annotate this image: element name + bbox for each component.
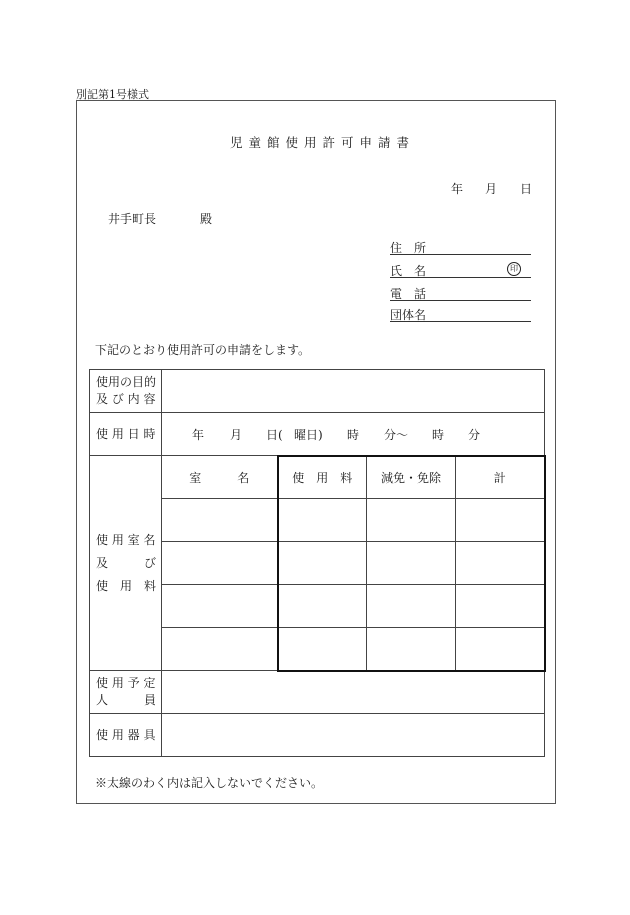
purpose-label-line1: 使用の目的 (96, 375, 157, 389)
attendees-label-line2: 人 員 (96, 693, 157, 707)
form-title: 児童館使用許可申請書 (230, 135, 416, 150)
address-field[interactable] (390, 239, 531, 255)
date-day-label: 日 (520, 182, 533, 196)
room-label (90, 456, 162, 671)
footnote: ※太線のわく内は記入しないでください。 (95, 776, 324, 790)
datetime-end-minute: 分 (468, 428, 481, 442)
room-name-cell[interactable] (162, 628, 278, 671)
fee-cell (278, 542, 367, 585)
datetime-weekday: 曜日) (294, 428, 323, 442)
phone-label: 電 話 (390, 287, 427, 301)
application-table (89, 369, 546, 757)
room-name-cell[interactable] (162, 542, 278, 585)
exemption-cell (367, 628, 456, 671)
seal-mark-icon: 印 (507, 262, 521, 276)
intro-text: 下記のとおり使用許可の申請をします。 (95, 343, 311, 357)
equipment-field[interactable] (162, 714, 545, 757)
datetime-year: 年 (192, 428, 205, 442)
attendees-label-line1: 使 用 予 定 (96, 676, 156, 690)
addressee-honorific: 殿 (200, 212, 213, 226)
addressee-name: 井手町長 (108, 212, 157, 226)
room-label-line2: 及 び (96, 555, 157, 570)
name-field[interactable] (390, 262, 531, 278)
datetime-end-hour: 時 (432, 428, 445, 442)
datetime-start-hour: 時 (347, 428, 360, 442)
purpose-label (90, 370, 162, 413)
datetime-month: 月 (230, 428, 243, 442)
datetime-label: 使 用 日 時 (90, 413, 162, 456)
attendees-label (90, 671, 162, 714)
total-cell (456, 499, 545, 542)
total-header: 計 (456, 456, 545, 499)
room-name-header: 室 名 (162, 456, 278, 499)
equipment-label: 使 用 器 具 (90, 714, 162, 757)
purpose-field[interactable] (162, 370, 545, 413)
fee-cell (278, 628, 367, 671)
datetime-start-minute: 分～ (384, 428, 409, 442)
date-year-label: 年 (451, 182, 464, 196)
datetime-field[interactable] (162, 413, 545, 456)
purpose-label-line2: 及 び 内 容 (96, 392, 156, 406)
total-cell (456, 542, 545, 585)
room-name-cell[interactable] (162, 499, 278, 542)
date-month-label: 月 (485, 182, 498, 196)
total-cell (456, 628, 545, 671)
attendees-field[interactable] (162, 671, 545, 714)
room-name-cell[interactable] (162, 585, 278, 628)
fee-cell (278, 585, 367, 628)
fee-cell (278, 499, 367, 542)
room-label-line1: 使 用 室 名 (96, 532, 156, 547)
exemption-cell (367, 542, 456, 585)
group-name-label: 団体名 (390, 308, 427, 322)
group-name-field[interactable] (390, 306, 531, 322)
exemption-cell (367, 499, 456, 542)
exemption-header: 減免・免除 (367, 456, 456, 499)
address-label: 住 所 (390, 241, 427, 255)
datetime-day: 日( (266, 428, 283, 442)
total-cell (456, 585, 545, 628)
exemption-cell (367, 585, 456, 628)
room-label-line3: 使 用 料 (96, 578, 157, 593)
form-number: 別記第1号様式 (76, 88, 149, 101)
phone-field[interactable] (390, 285, 531, 301)
fee-header: 使 用 料 (278, 456, 367, 499)
name-label: 氏 名 (390, 264, 427, 278)
